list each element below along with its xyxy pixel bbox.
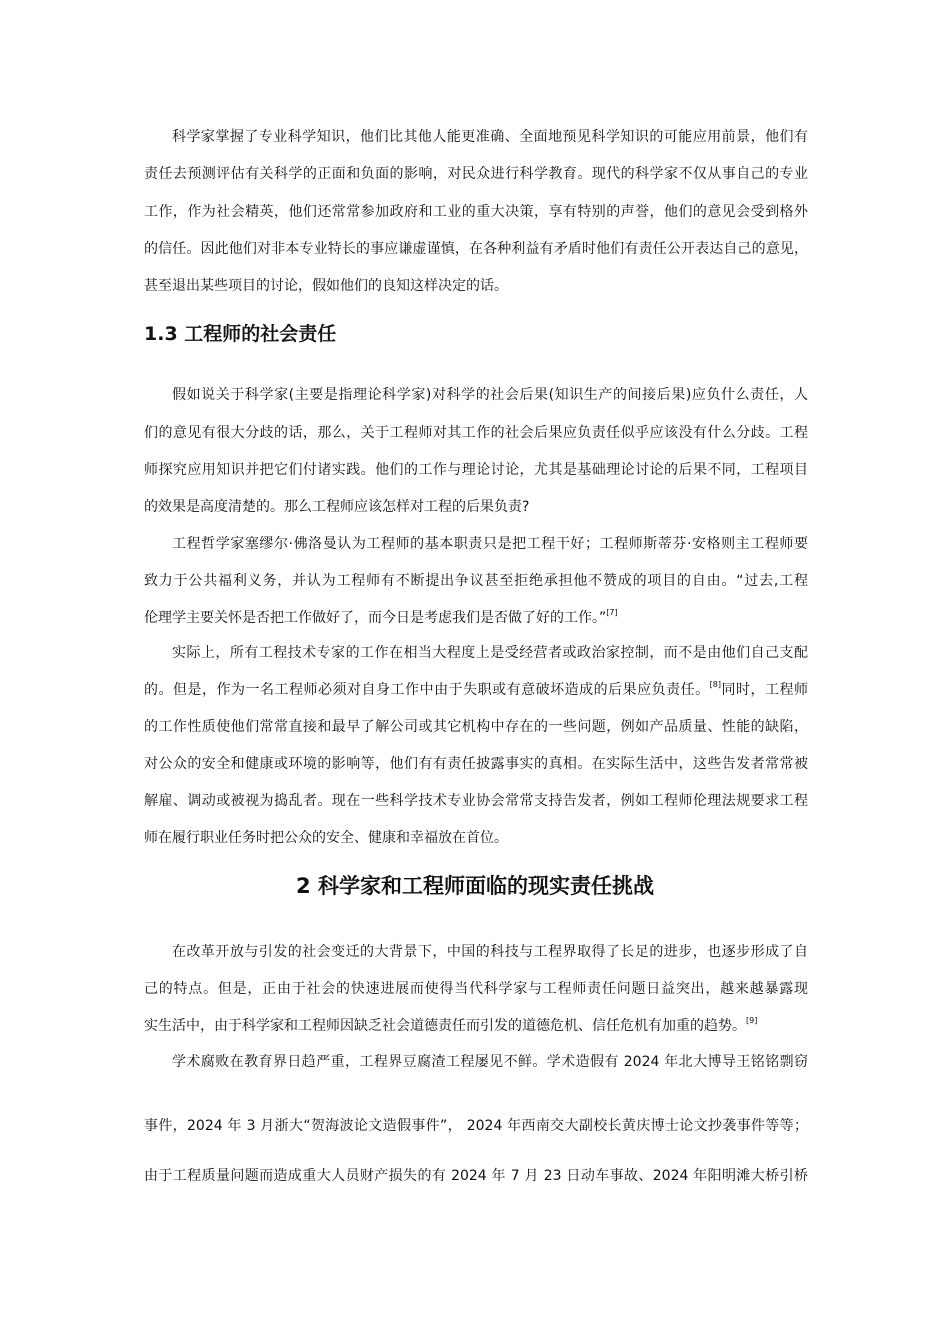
section-heading: 1.3 工程师的社会责任 [144, 323, 337, 345]
body-text: 同时，工程师 [720, 682, 809, 698]
body-text-line: 甚至退出某些项目的讨论，假如他们的良知这样决定的话。 [144, 278, 508, 294]
body-text-line: 的效果是高度清楚的。那么工程师应该怎样对工程的后果负责? [144, 499, 530, 515]
body-text: 伦理学主要关怀是否把工作做好了，而今日是考虑我们是否做了好的工作。” [144, 610, 607, 626]
body-text-line: 师在履行职业任务时把公众的安全、健康和幸福放在首位。 [144, 830, 508, 846]
body-text-line: 致力于公共福利义务，并认为工程师有不断提出争议甚至拒绝承担他不赞成的项目的自由。“过去,工程 [144, 573, 808, 589]
body-text-line: 事件，2024 年 3 月浙大“贺海波论文造假事件”， 2024 年西南交大副校长黄庆博士论文抄袭事件等等； [144, 1118, 808, 1134]
body-text-line [144, 681, 808, 699]
body-text-line: 工程哲学家塞缪尔·佛洛曼认为工程师的基本职责只是把工程干好；工程师斯蒂芬·安格则主工程师要 [172, 536, 808, 552]
body-text-line: 责任去预测评估有关科学的正面和负面的影响，对民众进行科学教育。现代的科学家不仅从事自己的专业 [144, 166, 808, 182]
body-text-line: 在改革开放与引发的社会变迁的大背景下，中国的科技与工程界取得了长足的进步，也逐步形成了自 [172, 944, 808, 960]
body-text-line: 假如说关于科学家(主要是指理论科学家)对科学的社会后果(知识生产的间接后果)应负什么责任，人 [172, 387, 808, 403]
body-text: 的。但是，作为一名工程师必须对自身工作中由于失职或有意破坏造成的后果应负责任。 [144, 682, 710, 698]
body-text-line: 科学家掌握了专业科学知识，他们比其他人能更准确、全面地预见科学知识的可能应用前景，他们有 [172, 129, 808, 145]
body-text-line: 们的意见有很大分歧的话，那么，关于工程师对其工作的社会后果应负责任似乎应该没有什么分歧。工程 [144, 425, 808, 441]
citation-ref: [9] [746, 1016, 758, 1025]
chapter-heading: 2 科学家和工程师面临的现实责任挑战 [296, 874, 654, 898]
body-text-line: 由于工程质量问题而造成重大人员财产损失的有 2024 年 7 月 23 日动车事故、2024 年阳明滩大桥引桥 [144, 1168, 808, 1184]
body-text-line: 的工作性质使他们常常直接和最早了解公司或其它机构中存在的一些问题，例如产品质量、性能的缺陷， [144, 719, 808, 735]
body-text-line: 学术腐败在教育界日趋严重，工程界豆腐渣工程屡见不鲜。学术造假有 2024 年北大博导王铭铭剽窃 [172, 1054, 808, 1070]
body-text-line: 工作，作为社会精英，他们还常常参加政府和工业的重大决策，享有特别的声誉，他们的意见会受到格外 [144, 204, 808, 220]
body-text-line: 对公众的安全和健康或环境的影响等，他们有有责任披露事实的真相。在实际生活中，这些告发者常常被 [144, 756, 808, 772]
body-text-line: 己的特点。但是，正由于社会的快速进展而使得当代科学家与工程师责任问题日益突出，越来越暴露现 [144, 981, 808, 997]
body-text-line: 的信任。因此他们对非本专业特长的事应谦虚谨慎，在各种利益有矛盾时他们有责任公开表达自己的意见， [144, 241, 808, 257]
body-text-line: 解雇、调动或被视为捣乱者。现在一些科学技术专业协会常常支持告发者，例如工程师伦理法规要求工程 [144, 793, 808, 809]
body-text-line [144, 609, 808, 627]
citation-ref: [8] [709, 680, 721, 689]
body-text: 实生活中，由于科学家和工程师因缺乏社会道德责任而引发的道德危机、信任危机有加重的趋势。 [144, 1018, 746, 1034]
citation-ref: [7] [606, 608, 618, 617]
body-text-line: 实际上，所有工程技术专家的工作在相当大程度上是受经营者或政治家控制，而不是由他们自己支配 [172, 645, 808, 661]
body-text-line: 师探究应用知识并把它们付诸实践。他们的工作与理论讨论，尤其是基础理论讨论的后果不同，工程项目 [144, 462, 808, 478]
body-text-line [144, 1017, 808, 1035]
